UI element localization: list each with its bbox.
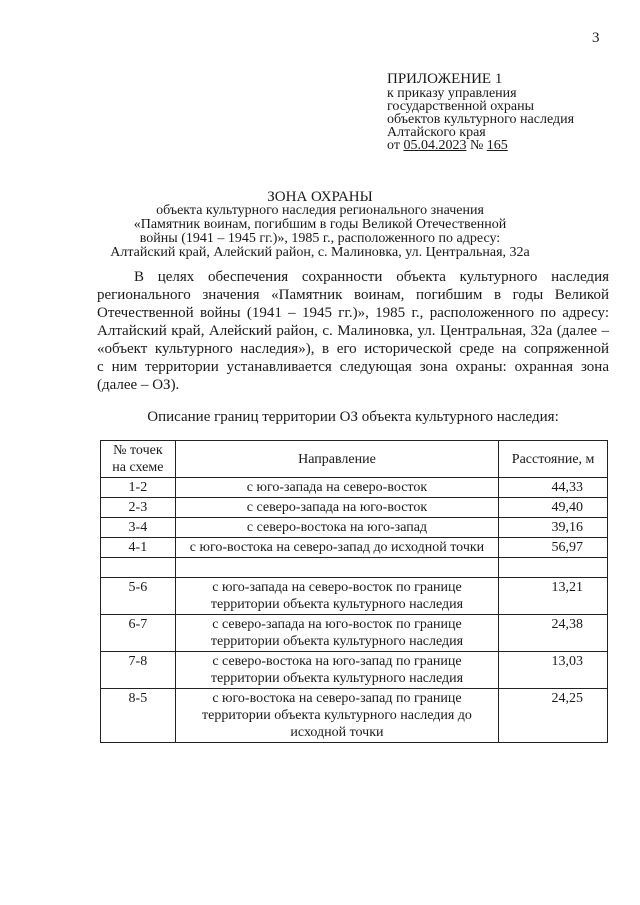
distance-cell <box>499 558 608 578</box>
appendix-line: к приказу управления <box>387 86 517 101</box>
direction-cell: с северо-запада на юго-восток по границе территории объекта культурного наследия <box>175 615 498 652</box>
zone-subtitle <box>80 204 560 260</box>
point-pair: 3-4 <box>101 518 176 538</box>
point-pair: 5-6 <box>101 578 176 615</box>
paragraph-line: «объект культурного наследия»), в его исторической среде на сопряженной <box>97 341 609 357</box>
order-number: 165 <box>486 138 508 153</box>
direction-cell: с юго-запада на северо-восток по границе территории объекта культурного наследия <box>175 578 498 615</box>
zone-title: ЗОНА ОХРАНЫ <box>267 189 373 205</box>
table-caption: Описание границ территории ОЗ объекта культурного наследия: <box>147 409 559 425</box>
table-row <box>101 689 608 743</box>
paragraph-line: Алтайский край, Алейский район, с. Малиновка, ул. Центральная, 32а (далее – <box>97 323 609 339</box>
point-pair: 2-3 <box>101 498 176 518</box>
zone-subtitle-line: объекта культурного наследия регионального значения <box>156 203 484 218</box>
table-row <box>101 578 608 615</box>
table-row <box>101 518 608 538</box>
order-prefix: от <box>387 138 400 153</box>
zone-subtitle-line: Алтайский край, Алейский район, с. Малиновка, ул. Центральная, 32а <box>110 245 530 260</box>
distance-cell: 49,40 <box>499 498 608 518</box>
direction-cell: с юго-запада на северо-восток <box>175 478 498 498</box>
paragraph-line: В целях обеспечения сохранности объекта культурного наследия <box>134 269 609 285</box>
distance-cell: 56,97 <box>499 538 608 558</box>
table-row <box>101 478 608 498</box>
order-date: 05.04.2023 <box>403 138 467 153</box>
paragraph-line: с ним территории устанавливается следующая зона охраны: охранная зона <box>97 359 609 375</box>
header-points: № точек на схеме <box>101 441 176 478</box>
direction-cell: с северо-востока на юго-запад по границе территории объекта культурного наследия <box>175 652 498 689</box>
order-line <box>387 139 574 152</box>
distance-cell: 39,16 <box>499 518 608 538</box>
zone-subtitle-line: «Памятник воинам, погибшим в годы Великой Отечественной <box>133 217 507 232</box>
point-pair <box>101 558 176 578</box>
distance-cell: 13,21 <box>499 578 608 615</box>
table-row <box>101 652 608 689</box>
distance-cell: 24,38 <box>499 615 608 652</box>
direction-cell: с юго-востока на северо-запад до исходной точки <box>175 538 498 558</box>
zone-subtitle-line: войны (1941 – 1945 гг.)», 1985 г., расположенного по адресу: <box>139 231 501 246</box>
table-row <box>101 558 608 578</box>
body-paragraph <box>97 268 609 394</box>
page-number: 3 <box>592 30 600 46</box>
distance-cell: 13,03 <box>499 652 608 689</box>
direction-cell: с юго-востока на северо-запад по границе территории объекта культурного наследия до исходной точки <box>175 689 498 743</box>
appendix-block <box>387 72 574 152</box>
table-row <box>101 498 608 518</box>
point-pair: 4-1 <box>101 538 176 558</box>
direction-cell <box>175 558 498 578</box>
appendix-line: объектов культурного наследия <box>387 112 575 127</box>
point-pair: 6-7 <box>101 615 176 652</box>
paragraph-line: Отечественной войны (1941 – 1945 гг.)», 1985 г., расположенного по адресу: <box>97 305 609 321</box>
point-pair: 1-2 <box>101 478 176 498</box>
distance-cell: 24,25 <box>499 689 608 743</box>
table-row <box>101 538 608 558</box>
header-distance: Расстояние, м <box>499 441 608 478</box>
table-row <box>101 615 608 652</box>
appendix-line: Алтайского края <box>387 125 486 140</box>
point-pair: 7-8 <box>101 652 176 689</box>
appendix-title: ПРИЛОЖЕНИЕ 1 <box>387 71 503 87</box>
point-pair: 8-5 <box>101 689 176 743</box>
appendix-line: государственной охраны <box>387 99 535 114</box>
distance-cell: 44,33 <box>499 478 608 498</box>
direction-cell: с северо-востока на юго-запад <box>175 518 498 538</box>
paragraph-line: (далее – ОЗ). <box>97 377 180 393</box>
direction-cell: с северо-запада на юго-восток <box>175 498 498 518</box>
table-header-row <box>101 441 608 478</box>
order-number-sign: № <box>469 138 484 153</box>
paragraph-line: регионального значения «Памятник воинам, погибшим в годы Великой <box>97 287 609 303</box>
borders-table <box>100 440 608 743</box>
header-direction: Направление <box>175 441 498 478</box>
